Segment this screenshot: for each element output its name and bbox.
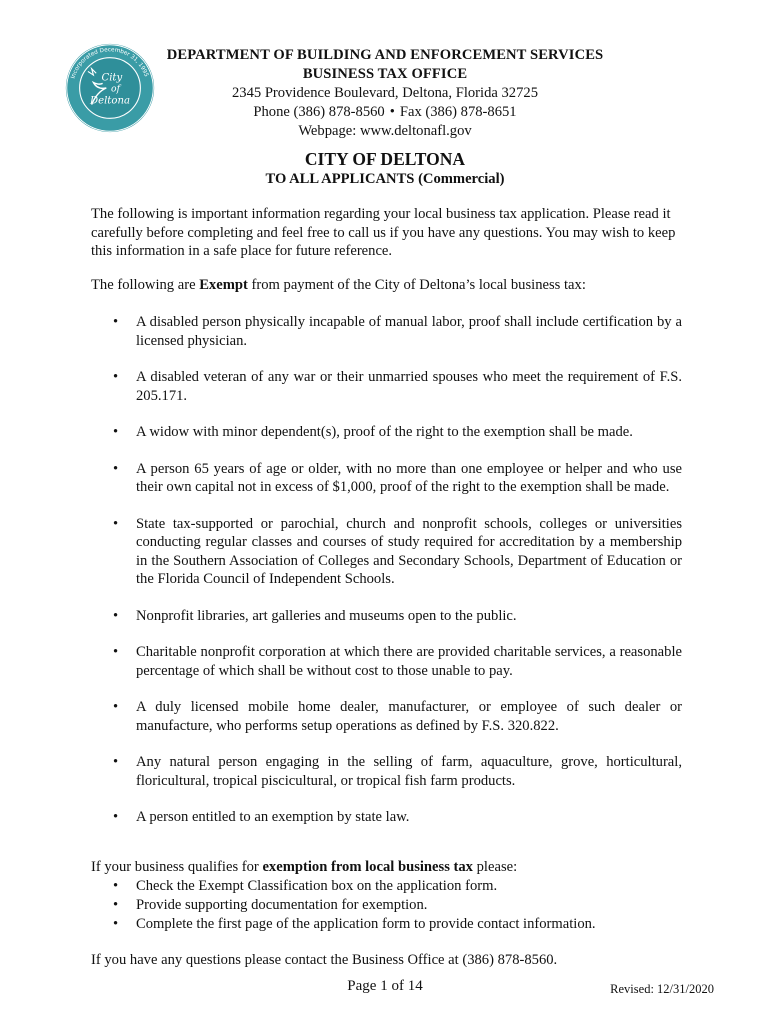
qualify-step-text: Provide supporting documentation for exemption.	[136, 897, 428, 913]
exemption-text: A disabled veteran of any war or their unmarried spouses who meet the requirement of F.S. 205.171.	[136, 369, 682, 404]
bullet-marker: •	[113, 314, 119, 330]
bullet-marker: •	[113, 809, 119, 825]
qualify-steps-list	[91, 877, 682, 934]
seal-city-word: City	[101, 72, 123, 84]
contact-paragraph: If you have any questions please contact the Business Office at (386) 878-8560.	[91, 952, 558, 968]
page-number: Page 1 of 14	[347, 978, 423, 994]
bullet-marker: •	[113, 897, 119, 913]
phone-fax-line	[120, 103, 650, 122]
bullet-marker: •	[113, 916, 119, 932]
qualify-lead-paragraph	[91, 858, 682, 877]
letterhead	[120, 46, 650, 141]
exemption-text: A person 65 years of age or older, with no more than one employee or helper and who use their own capital not in excess of $1,000, proof of the right to the exemption shall be made.	[136, 460, 682, 495]
bullet-marker: •	[113, 754, 119, 770]
qualify-step-item	[91, 896, 682, 915]
bullet-marker: •	[113, 424, 119, 440]
office-address: 2345 Providence Boulevard, Deltona, Florida 32725	[231, 85, 538, 101]
bullet-marker: •	[113, 369, 119, 385]
exemption-text: State tax-supported or parochial, church and nonprofit schools, colleges or universities conducting regular classes and courses of study required for accreditation by a membership in the Southern Association of Colleges and Secondary Schools, Department of Education or the Florida Council of Independent Schools.	[136, 515, 682, 587]
exemption-text: Any natural person engaging in the selling of farm, aquaculture, grove, horticultural, floricultural, tropical piscicultural, or tropical fish farm products.	[136, 754, 682, 789]
exemption-text: A person entitled to an exemption by state law.	[136, 809, 410, 825]
separator-bullet: •	[389, 104, 395, 120]
exemption-item	[91, 460, 682, 497]
exempt-lead-paragraph	[91, 276, 682, 295]
qualify-lead-text-end: please:	[472, 859, 518, 875]
exemption-item	[91, 423, 682, 442]
seal-deltona-word: Deltona	[89, 95, 131, 107]
qualify-keyword: exemption from local business tax	[262, 859, 473, 875]
exempt-keyword: Exempt	[199, 277, 248, 293]
bullet-marker: •	[113, 699, 119, 715]
bullet-marker: •	[113, 878, 119, 894]
exemption-item	[91, 607, 682, 626]
qualify-step-item	[91, 877, 682, 896]
exemption-item	[91, 313, 682, 350]
exemption-list	[91, 313, 682, 827]
exemption-text: A widow with minor dependent(s), proof of the right to the exemption shall be made.	[136, 424, 633, 440]
qualify-step-item	[91, 915, 682, 934]
qualify-step-text: Complete the first page of the application form to provide contact information.	[136, 916, 596, 932]
webpage-line: Webpage: www.deltonafl.gov	[298, 123, 472, 139]
seal-of-word: of	[111, 83, 120, 95]
exemption-text: Nonprofit libraries, art galleries and museums open to the public.	[136, 607, 517, 624]
exemption-item	[91, 808, 682, 827]
revision-date: Revised: 12/31/2020	[610, 982, 714, 996]
department-name: DEPARTMENT OF BUILDING AND ENFORCEMENT SERVICES	[166, 47, 604, 63]
bullet-marker: •	[113, 607, 119, 624]
exemption-item	[91, 698, 682, 735]
qualify-lead-text: If your business qualifies for	[91, 859, 263, 875]
bullet-marker: •	[113, 515, 119, 532]
exemption-text: A disabled person physically incapable of manual labor, proof shall include certification by a licensed physician.	[136, 314, 682, 349]
exemption-text: A duly licensed mobile home dealer, manufacturer, or employee of such dealer or manufacture, who performs setup operations as defined by F.S. 320.822.	[136, 699, 682, 734]
seal-ring-text: Incorporated December 31, 1995	[70, 47, 149, 80]
exemption-text: Charitable nonprofit corporation at which there are provided charitable services, a reasonable percentage of which shall be without cost to those unable to pay.	[136, 644, 682, 679]
page-subtitle: TO ALL APPLICANTS (Commercial)	[265, 171, 505, 187]
exemption-item	[91, 643, 682, 680]
exemption-item	[91, 368, 682, 405]
exempt-lead-text-end: from payment of the City of Deltona’s local business tax:	[247, 277, 586, 293]
exempt-lead-text: The following are	[91, 277, 200, 293]
office-name: BUSINESS TAX OFFICE	[302, 66, 468, 82]
bullet-marker: •	[113, 644, 119, 660]
exemption-item	[91, 753, 682, 790]
page-title: CITY OF DELTONA	[304, 149, 466, 169]
phone-number: Phone (386) 878-8560	[253, 104, 385, 120]
bullet-marker: •	[113, 460, 119, 477]
qualify-step-text: Check the Exempt Classification box on the application form.	[136, 878, 498, 894]
exemption-item	[91, 515, 682, 589]
intro-paragraph: The following is important information regarding your local business tax application. Please read it carefully before completing and feel free to call us if you have any questions. You may wish to keep this information in a safe place for future reference.	[91, 206, 676, 259]
fax-number: Fax (386) 878-8651	[399, 104, 517, 120]
